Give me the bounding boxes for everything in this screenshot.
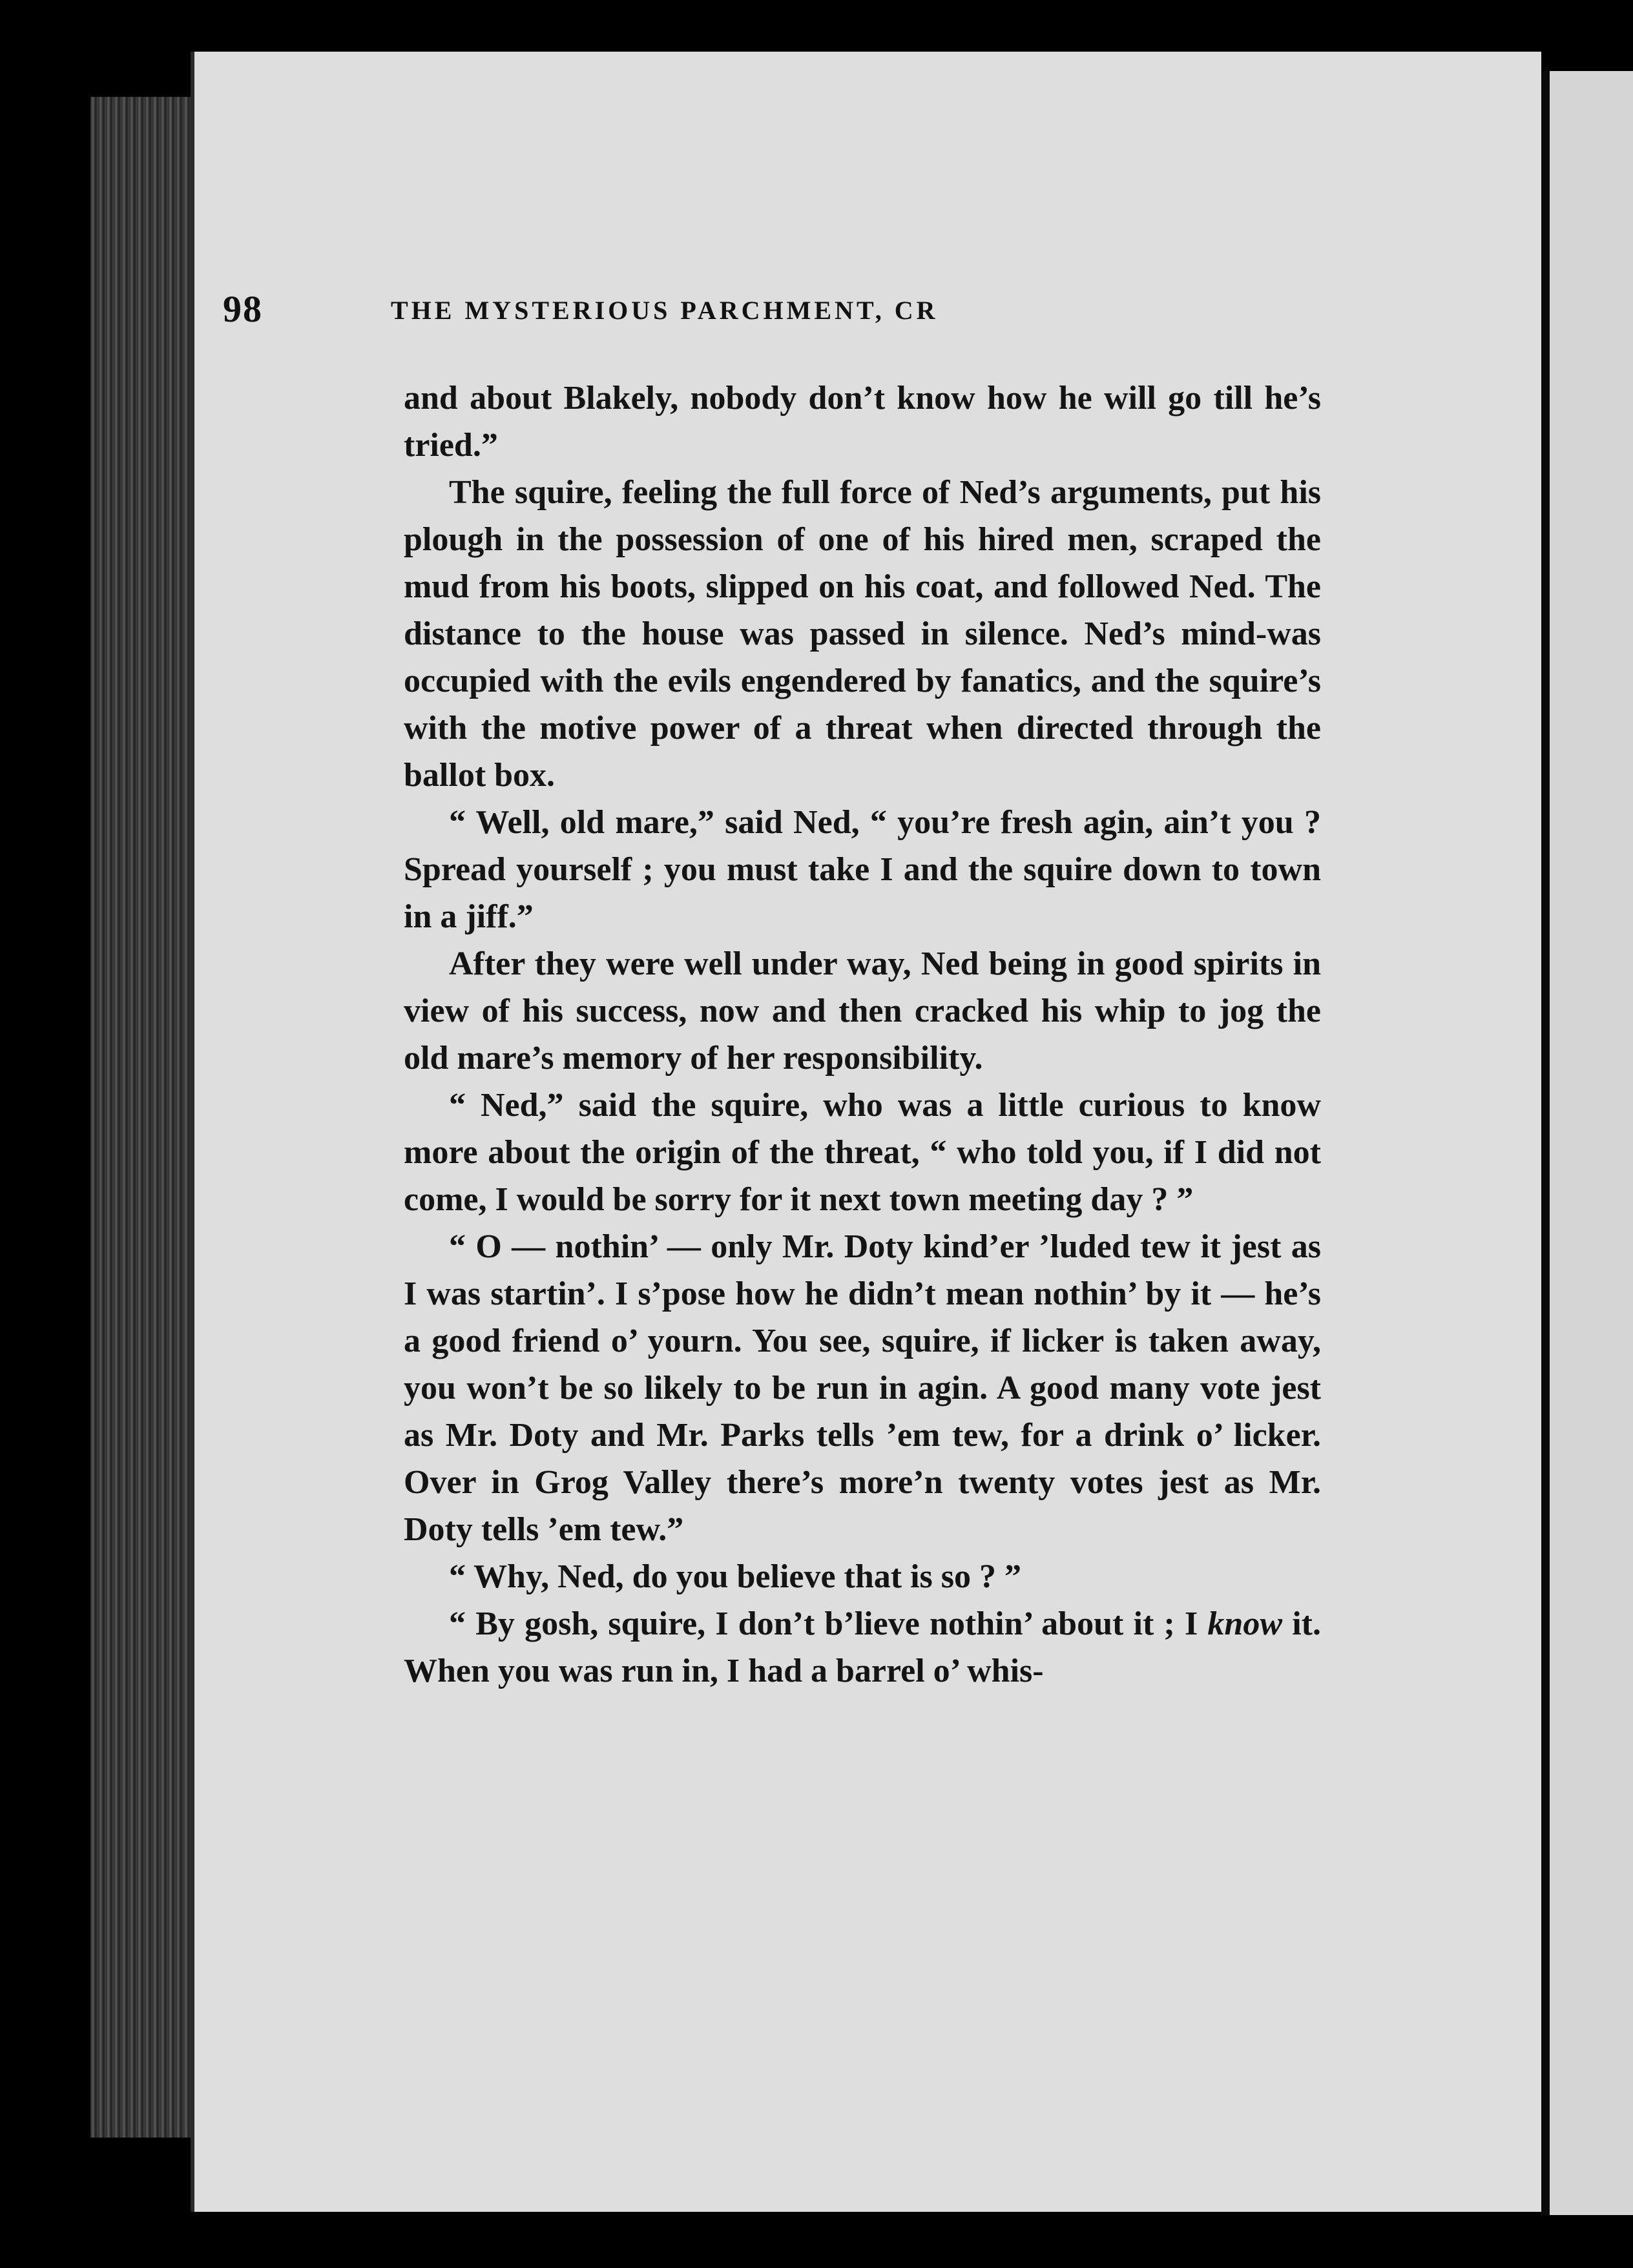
paragraph <box>404 1600 1321 1695</box>
paragraph: and about Blakely, nobody don’t know how he will go till he’s tried.” <box>404 380 1321 464</box>
paragraph: “ Ned,” said the squire, who was a little curious to know more about the origin of the threat, “ who told you, if I did not come, I would be sorry for it next town meeting day ? ” <box>404 1087 1321 1218</box>
facing-page-edge <box>1541 71 1633 2215</box>
running-head <box>223 287 1153 333</box>
paragraph: “ O — nothin’ — only Mr. Doty kind’er ’luded tew it jest as I was startin’. I s’pose how he didn’t mean nothin’ by it — he’s a good friend o’ yourn. You see, squire, if licker is taken away, you won’t be so likely to be run in agin. A good many vote jest as Mr. Doty and Mr. Parks tells ’em tew, for a drink o’ licker. Over in Grog Valley there’s more’n twenty votes jest as Mr. Doty tells ’em tew.” <box>404 1228 1321 1548</box>
paragraph: “ Well, old mare,” said Ned, “ you’re fresh agin, ain’t you ? Spread yourself ; you must take I and the squire down to town in a jiff.” <box>404 804 1321 935</box>
emphasized-word: know <box>1207 1605 1283 1642</box>
paragraph: After they were well under way, Ned being in good spirits in view of his success, now and then cracked his whip to jog the old mare’s memory of her responsibility. <box>404 945 1321 1077</box>
book-page-edges <box>90 97 200 2138</box>
running-title: THE MYSTERIOUS PARCHMENT, CR <box>391 296 939 325</box>
body-text <box>404 375 1321 1695</box>
page-number: 98 <box>223 288 263 330</box>
paragraph: “ Why, Ned, do you believe that is so ? ” <box>449 1558 1022 1595</box>
paragraph-text: “ By gosh, squire, I don’t b’lieve nothin’ about it ; I <box>449 1605 1208 1642</box>
paragraph: The squire, feeling the full force of Ned’s arguments, put his plough in the possession of one of his hired men, scraped the mud from his boots, slipped on his coat, and followed Ned. The distance to the house was passed in silence. Ned’s mind-was occupied with the evils engendered by fanatics, and the squire’s with the motive power of a threat when directed through the ballot box. <box>404 474 1321 794</box>
paragraph-text: it. When you was run in, I had a barrel o’ whis- <box>404 1605 1321 1689</box>
